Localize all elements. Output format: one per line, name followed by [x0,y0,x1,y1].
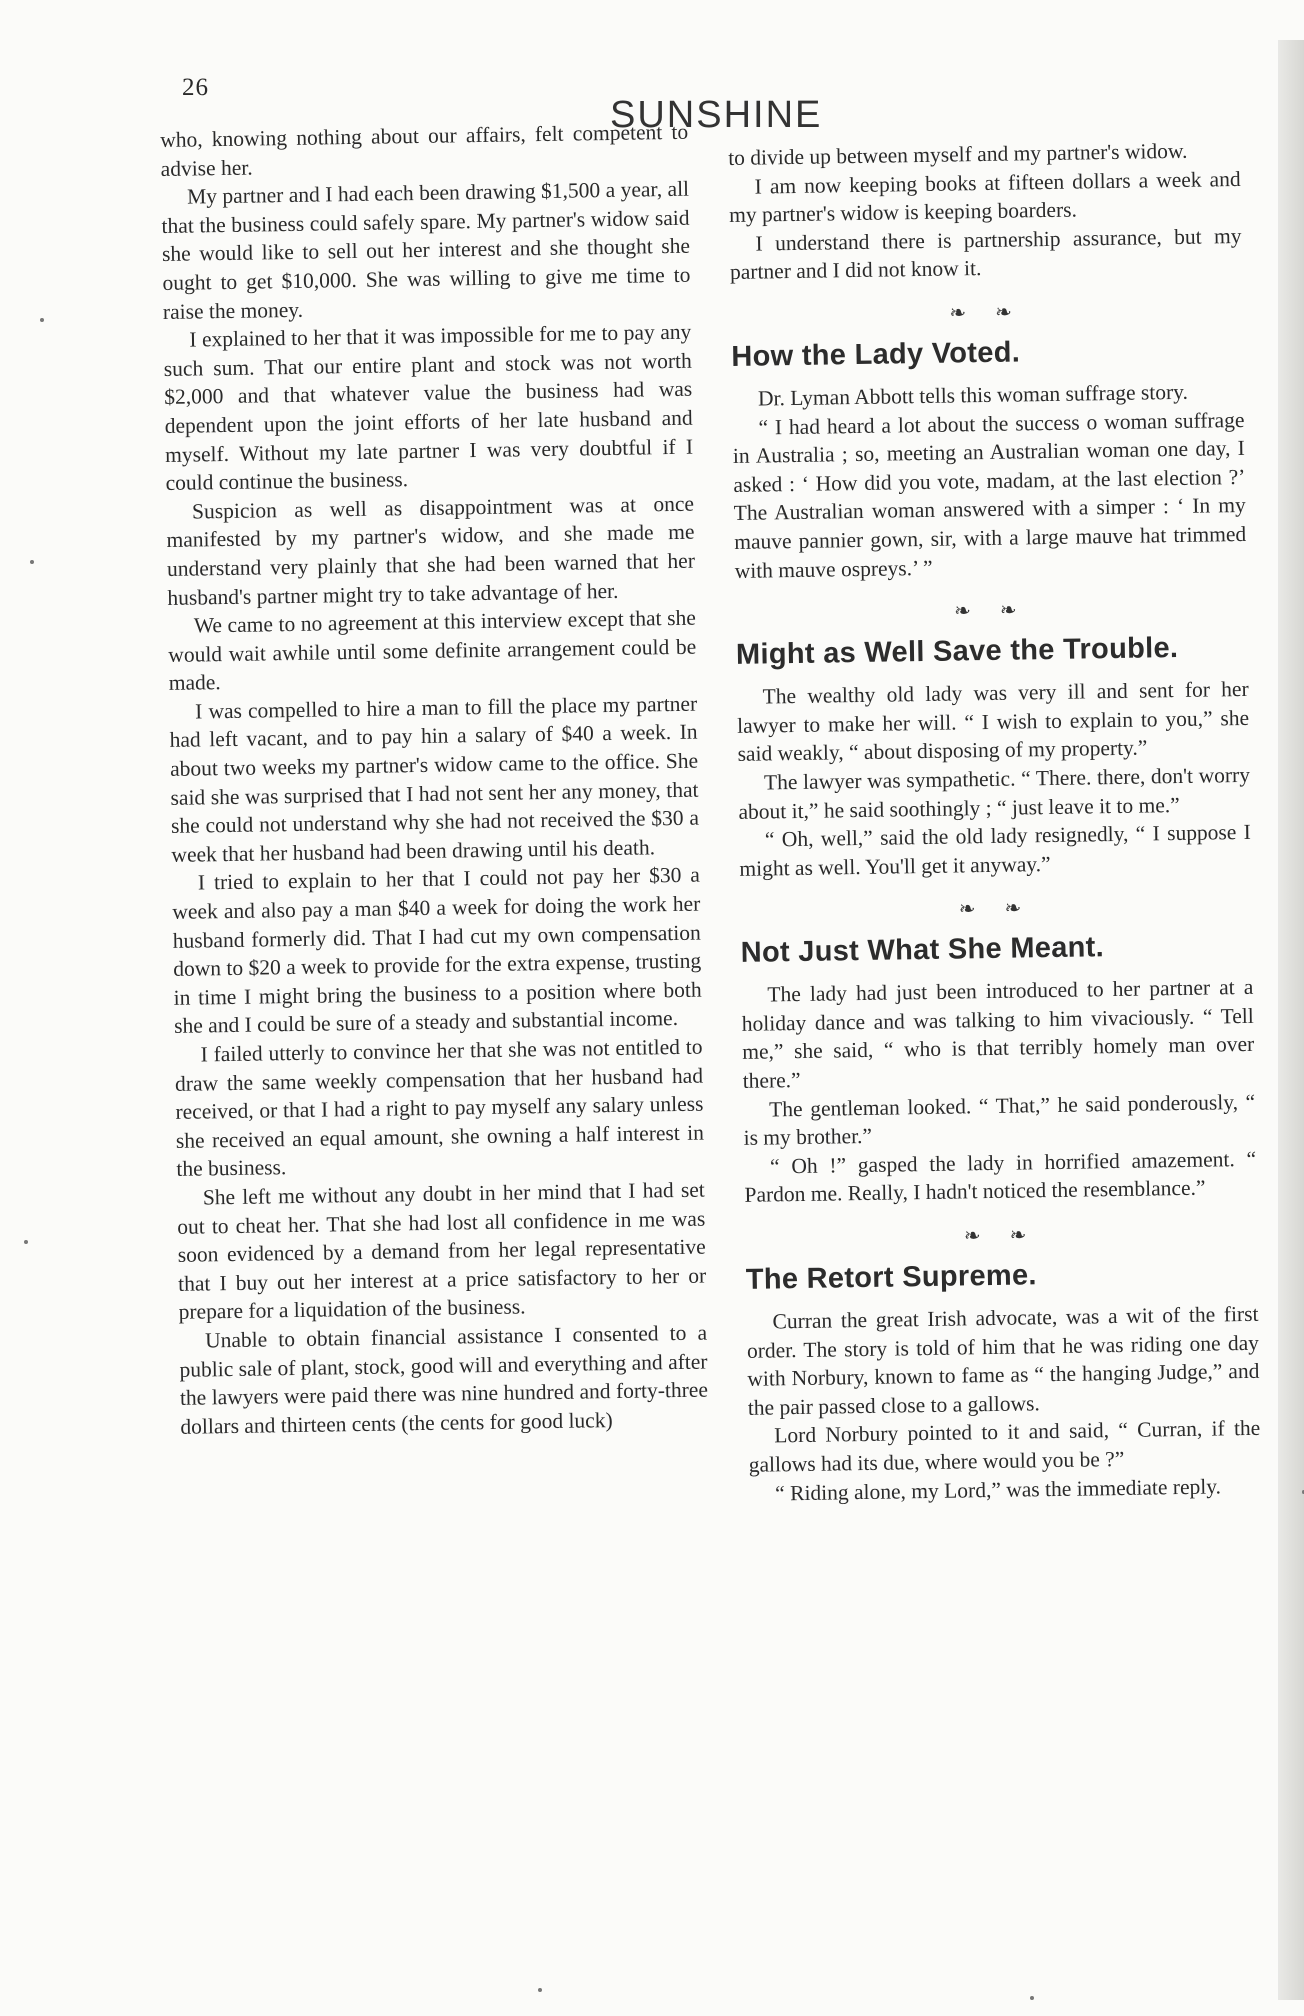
scan-speck [40,318,44,322]
paragraph: She left me without any doubt in her mind that I had set out to cheat her. That she had lost all confidence in me was soon evidenced by a demand from her legal representative that I buy out her interest at a price satisfactory to her or prepare for a liquidation of the business. [177,1177,707,1325]
article-headline: Might as Well Save the Trouble. [735,632,1179,672]
paragraph: Unable to obtain financial assistance I consented to a public sale of plant, stock, good will and everything and after the lawyers were paid there was nine hundred and forty-three dollars and thirteen cents (the cents for good luck) [179,1320,709,1439]
page-number: 26 [182,74,209,101]
fleuron-ornament-icon: ❧ ❧ [958,897,1034,921]
paragraph: “ Oh !” gasped the lady in horrified amazement. “ Pardon me. Really, I hadn't noticed the resemblance.” [744,1146,1257,1208]
paragraph: Suspicion as well as disappointment was at once manifested by my partner's widow, and she made me understand very plainly that she had been warned that her husband's partner might try to take advantage of her. [166,491,696,610]
paragraph: The lawyer was sympathetic. “ There. there, don't worry about it,” he said soothingly ; “ just leave it to me.” [738,762,1251,824]
paragraph: Curran the great Irish advocate, was a wit of the first order. The story is told of him that he was riding one day with Norbury, known to fame as “ the hanging Judge,” and the pair passed close to a gallows. [746,1301,1260,1420]
article-how-the-lady-voted [731,297,1247,585]
paragraph: I understand there is partnership assurance, but my partner and I did not know it. [729,223,1242,285]
scan-speck [24,1240,28,1244]
running-head-title: SUNSHINE [610,94,823,136]
paragraph: The wealthy old lady was very ill and sent for her lawyer to make her will. “ I wish to explain to you,” she said weakly, “ about disposing of my property.” [736,677,1250,767]
scan-speck [30,560,34,564]
page-edge-shadow [1278,40,1304,2000]
paragraph: Lord Norbury pointed to it and said, “ Curran, if the gallows had its due, where would you be ?” [748,1416,1261,1477]
scan-speck [1030,1996,1034,2000]
scan-speck [538,1988,542,1992]
paragraph: Dr. Lyman Abbott tells this woman suffrage story. [757,379,1189,411]
fleuron-ornament-icon: ❧ ❧ [963,1224,1039,1248]
paragraph: I tried to explain to her that I could not pay her $30 a week and also pay a man $40 a week for doing the work her husband formerly did. That I had cut my own compensation down to $20 a week to provide for the extra expense, trusting in time I might bring the business to a position where both she and I could be sure of a steady and substantial income. [172,863,702,1039]
article-might-as-well-save-the-trouble [735,595,1251,883]
paragraph: “ Oh, well,” said the old lady resignedly, “ I suppose I might as well. You'll get it anyway.” [739,819,1252,881]
paragraph: “ I had heard a lot about the success o woman suffrage in Australia ; so, meeting an Australian woman one day, I asked : ‘ How did you vote, madam, at the last election ?’ The Australian woman answered with a simper : ‘ In my mauve pannier gown, sir, with a large mauve hat trimmed with mauve ospreys.’ ” [732,407,1247,583]
paragraph: I am now keeping books at fifteen dollars a week and my partner's widow is keeping boarders. [728,166,1241,228]
paragraph: The gentleman looked. “ That,” he said ponderously, “ is my brother.” [743,1089,1256,1151]
fleuron-ornament-icon: ❧ ❧ [949,301,1025,325]
right-column [728,136,1261,1508]
article-not-just-what-she-meant [740,893,1257,1210]
article-headline: How the Lady Voted. [731,336,1021,373]
paragraph: who, knowing nothing about our affairs, felt competent to advise her. [160,119,689,181]
paragraph: I was compelled to hire a man to fill the place my partner had left vacant, and to pay hin a salary of $40 a week. In about two weeks my partner's widow came to the office. She said she was surprised that I had not sent her any money, that she could not understand why she had not received the $30 a week that her husband had been drawing until his death. [169,691,700,867]
fleuron-ornament-icon: ❧ ❧ [953,599,1029,623]
paragraph: The lady had just been introduced to her partner at a holiday dance and was talking to him vivaciously. “ Tell me,” she said, “ who is that terribly homely man over there.” [741,975,1255,1093]
article-headline: Not Just What She Meant. [740,931,1105,970]
paragraph: to divide up between myself and my partner's widow. [728,138,1188,170]
paragraph: My partner and I had each been drawing $1,500 a year, all that the business could safely spare. My partner's widow said she would like to sell out her interest and she thought she ought to get $10,000. She was willing to give me time to raise the money. [161,176,691,324]
paragraph: We came to no agreement at this interview except that she would wait awhile until some definite arrangement could be made. [168,605,697,696]
paragraph: I explained to her that it was impossible for me to pay any such sum. That our entire plant and stock was not worth $2,000 and that whatever value the business had was dependent upon the joint efforts of her late husband and myself. Without my late partner I was very doubtful if I could continue the business. [163,319,694,496]
paragraph: I failed utterly to convince her that she was not entitled to draw the same weekly compensation that her husband had received, or that I had a right to pay myself any salary unless she received an equal amount, she owning a half interest in the business. [174,1034,705,1182]
article-headline: The Retort Supreme. [745,1259,1037,1296]
paragraph: “ Riding alone, my Lord,” was the immediate reply. [775,1474,1222,1506]
left-column [160,118,709,1441]
article-the-retort-supreme [745,1220,1261,1508]
